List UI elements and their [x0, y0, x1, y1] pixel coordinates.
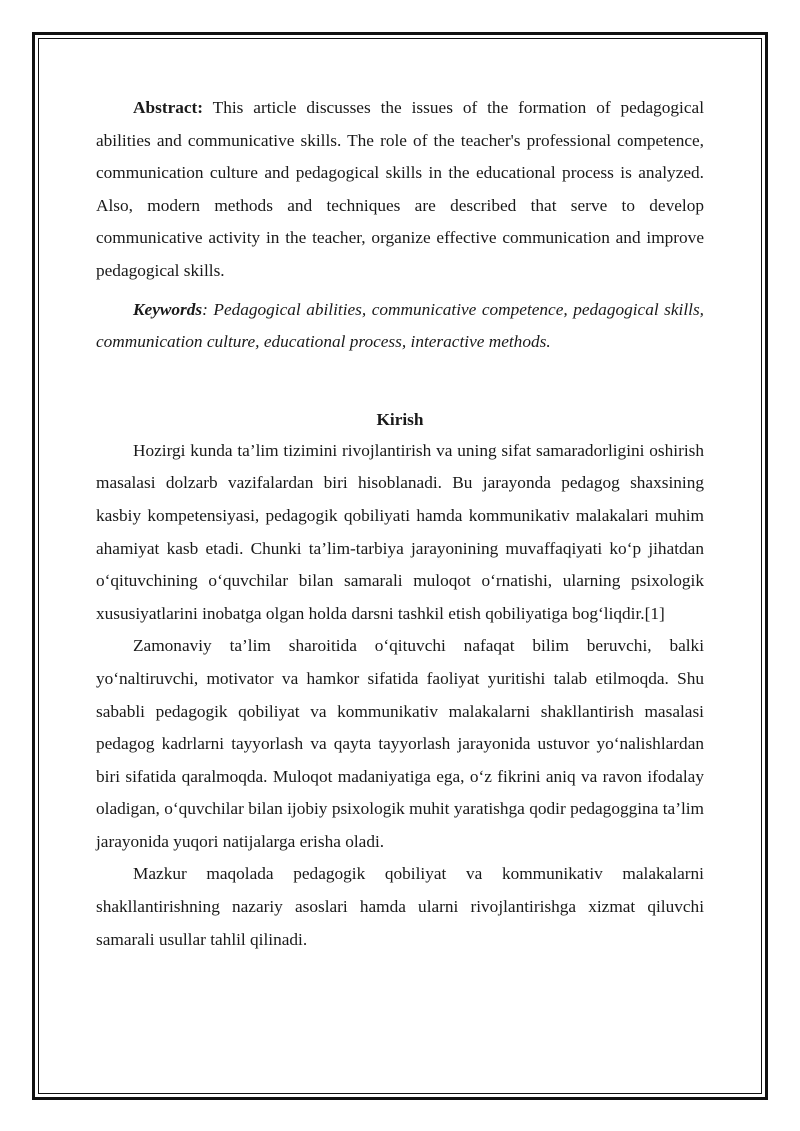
abstract-paragraph: [96, 92, 704, 288]
body-paragraph-2: Zamonaviy ta’lim sharoitida o‘qituvchi nafaqat bilim beruvchi, balki yo‘naltiruvchi, motivator va hamkor sifatida faoliyat yuritishi talab etilmoqda. Shu sababli pedagogik qobiliyat va kommunikativ malakalarni shakllantirish masalasi pedagog kadrlarni tayyorlash va qayta tayyorlash jarayonida ustuvor yo‘nalishlardan biri sifatida qaralmoqda. Muloqot madaniyatiga ega, o‘z fikrini aniq va ravon ifodalay oladigan, o‘quvchilar bilan ijobiy psixologik muhit yaratishga qodir pedagoggina ta’lim jarayonida yuqori natijalarga erisha oladi.: [96, 636, 704, 851]
keywords-label: Keywords: [133, 299, 203, 319]
section-heading: Kirish: [376, 409, 424, 429]
abstract-label: Abstract:: [133, 98, 204, 117]
keywords-paragraph: [96, 294, 704, 359]
keywords-text: : Pedagogical abilities, communicative competence, pedagogical skills, communication culture, educational process, interactive methods.: [96, 299, 704, 352]
body-paragraph-1: Hozirgi kunda ta’lim tizimini rivojlantirish va uning sifat samaradorligini oshirish masalasi dolzarb vazifalardan biri hisoblanadi. Bu jarayonda pedagog shaxsining kasbiy kompetensiyasi, pedagogik qobiliyati hamda kommunikativ malakalari muhim ahamiyat kasb etadi. Chunki ta’lim-tarbiya jarayonining muvaffaqiyati ko‘p jihatdan o‘qituvchining o‘quvchilar bilan samarali muloqot o‘rnatishi, ularning psixologik xususiyatlarini inobatga olgan holda darsni tashkil etish qobiliyatiga bog‘liqdir.[1]: [96, 440, 704, 623]
page-content: [96, 92, 704, 956]
body-paragraph-3: Mazkur maqolada pedagogik qobiliyat va kommunikativ malakalarni shakllantirishning nazariy asoslari hamda ularni rivojlantirishga xizmat qiluvchi samarali usullar tahlil qilinadi.: [96, 864, 704, 949]
abstract-text: This article discusses the issues of the formation of pedagogical abilities and communicative skills. The role of the teacher's professional competence, communication culture and pedagogical skills in the educational process is analyzed. Also, modern methods and techniques are described that serve to develop communicative activity in the teacher, organize effective communication and improve pedagogical skills.: [96, 98, 704, 280]
